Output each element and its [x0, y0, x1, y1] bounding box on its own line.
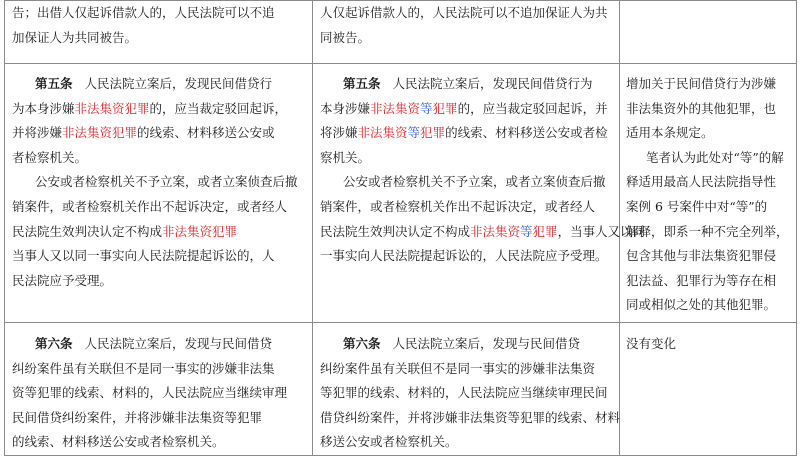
old-text-cell: [5, 1, 313, 64]
comment-cell: [620, 323, 797, 456]
text-line: 告；出借人仅起诉借款人的，人民法院可以不追: [12, 5, 275, 20]
text-line: 民法院生效判决认定不构成非法集资犯罪: [12, 223, 238, 239]
comment-line: 适用本条规定。: [626, 125, 714, 141]
text-line: 第六条 人民法院立案后，发现与民间借贷: [35, 336, 272, 351]
article-number: 第五条: [35, 76, 73, 91]
text-line: 等犯罪的线索、材料的，人民法院应当继续审理民间: [320, 385, 608, 401]
text-line: 销案件，或者检察机关作出不起诉决定，或者经人: [320, 198, 596, 214]
comment-line: 犯法益、犯罪行为等存在相: [626, 272, 777, 288]
text-line: 并将涉嫌非法集资犯罪的线索、材料移送公安或: [12, 125, 275, 141]
highlight-term: 犯罪: [420, 125, 446, 141]
highlight-term: 非法集资犯罪: [74, 100, 150, 116]
highlight-term: 非法集资犯罪: [162, 223, 238, 239]
highlight-added-word: 等: [420, 100, 433, 116]
comment-line: 案例 6 号案件中对“等”的: [626, 198, 768, 214]
comment-cell: [620, 1, 797, 64]
text-line: 一事实向人民法院提起诉讼的，人民法院应予受理。: [320, 248, 608, 264]
highlight-term: 非法集资: [370, 100, 421, 116]
text-line: 加保证人为共同被告。: [12, 29, 138, 45]
highlight-term: 非法集资犯罪: [62, 125, 138, 141]
table-row-article-5: [5, 64, 797, 323]
text-line: 民法院生效判决认定不构成非法集资等犯罪，当事人又以同: [320, 223, 646, 239]
new-text-cell: [313, 1, 620, 64]
table-row-article-6: [5, 323, 797, 456]
text-line: 当事人又以同一事实向人民法院提起诉讼的，人: [12, 248, 275, 264]
text-line: 人仅起诉借款人的，人民法院可以不追加保证人为共: [320, 5, 608, 20]
text-line: 第五条 人民法院立案后，发现民间借贷行为: [343, 76, 593, 91]
text-line: 本身涉嫌非法集资等犯罪的，应当裁定驳回起诉，并: [320, 100, 608, 116]
text-line: 察机关。: [320, 149, 371, 165]
table-row-previous-article: [5, 1, 797, 64]
comment-line: 增加关于民间借贷行为涉嫌: [626, 76, 777, 91]
comparison-table: [4, 0, 797, 456]
new-text-cell: [313, 64, 646, 323]
text-line: 为本身涉嫌非法集资犯罪的，应当裁定驳回起诉，: [12, 100, 288, 116]
comment-line: 没有变化: [626, 336, 677, 351]
text-line: 的线索、材料移送公安或者检察机关。: [12, 434, 225, 450]
highlight-term: 非法集资: [357, 125, 408, 141]
text-line: 纠纷案件虽有关联但不是同一事实的涉嫌非法集资: [320, 360, 596, 376]
text-line: 移送公安或者检察机关。: [320, 434, 458, 450]
text-line: 公安或者检察机关不予立案，或者立案侦查后撤: [35, 174, 298, 190]
old-text-cell: [5, 323, 313, 456]
highlight-term: 犯罪: [432, 100, 458, 116]
comment-line: 笔者认为此处对“等”的解: [646, 149, 784, 165]
comment-line: 释适用最高人民法院指导性: [626, 174, 777, 190]
highlight-term: 犯罪: [532, 223, 558, 239]
article-number: 第六条: [35, 336, 73, 351]
text-line: 同被告。: [320, 29, 371, 45]
text-line: 第六条 人民法院立案后，发现与民间借贷: [343, 336, 580, 351]
comment-line: 包含其他与非法集资犯罪侵: [626, 248, 777, 264]
new-text-cell: [313, 323, 620, 456]
text-line: 资等犯罪的线索、材料的，人民法院应当继续审理: [12, 385, 288, 401]
text-line: 民间借贷纠纷案件，并将涉嫌非法集资等犯罪: [12, 409, 263, 425]
text-line: 纠纷案件虽有关联但不是同一事实的涉嫌非法集: [12, 360, 275, 376]
article-number: 第六条: [343, 336, 381, 351]
old-text-cell: [5, 64, 313, 323]
comment-cell: [620, 64, 797, 323]
text-line: 者检察机关。: [12, 149, 88, 165]
highlight-term: 非法集资: [470, 223, 521, 239]
text-line: 民法院应予受理。: [12, 272, 113, 288]
text-line: 将涉嫌非法集资等犯罪的线索、材料移送公安或者检: [320, 125, 608, 141]
text-line: 借贷纠纷案件，并将涉嫌非法集资等犯罪的线索、材料: [320, 409, 621, 425]
text-line: 第五条 人民法院立案后，发现民间借贷行: [35, 76, 272, 91]
text-line: 销案件，或者检察机关作出不起诉决定，或者经人: [12, 198, 288, 214]
comment-line: 非法集资外的其他犯罪，也: [626, 100, 777, 116]
article-number: 第五条: [343, 76, 381, 91]
highlight-added-word: 等: [407, 125, 421, 141]
highlight-added-word: 等: [520, 223, 533, 239]
text-line: 公安或者检察机关不予立案，或者立案侦查后撤: [343, 174, 606, 190]
comment-line: 同或相似之处的其他犯罪。: [626, 297, 777, 313]
comment-line: 解释，即系一种不完全列举，: [626, 223, 789, 239]
